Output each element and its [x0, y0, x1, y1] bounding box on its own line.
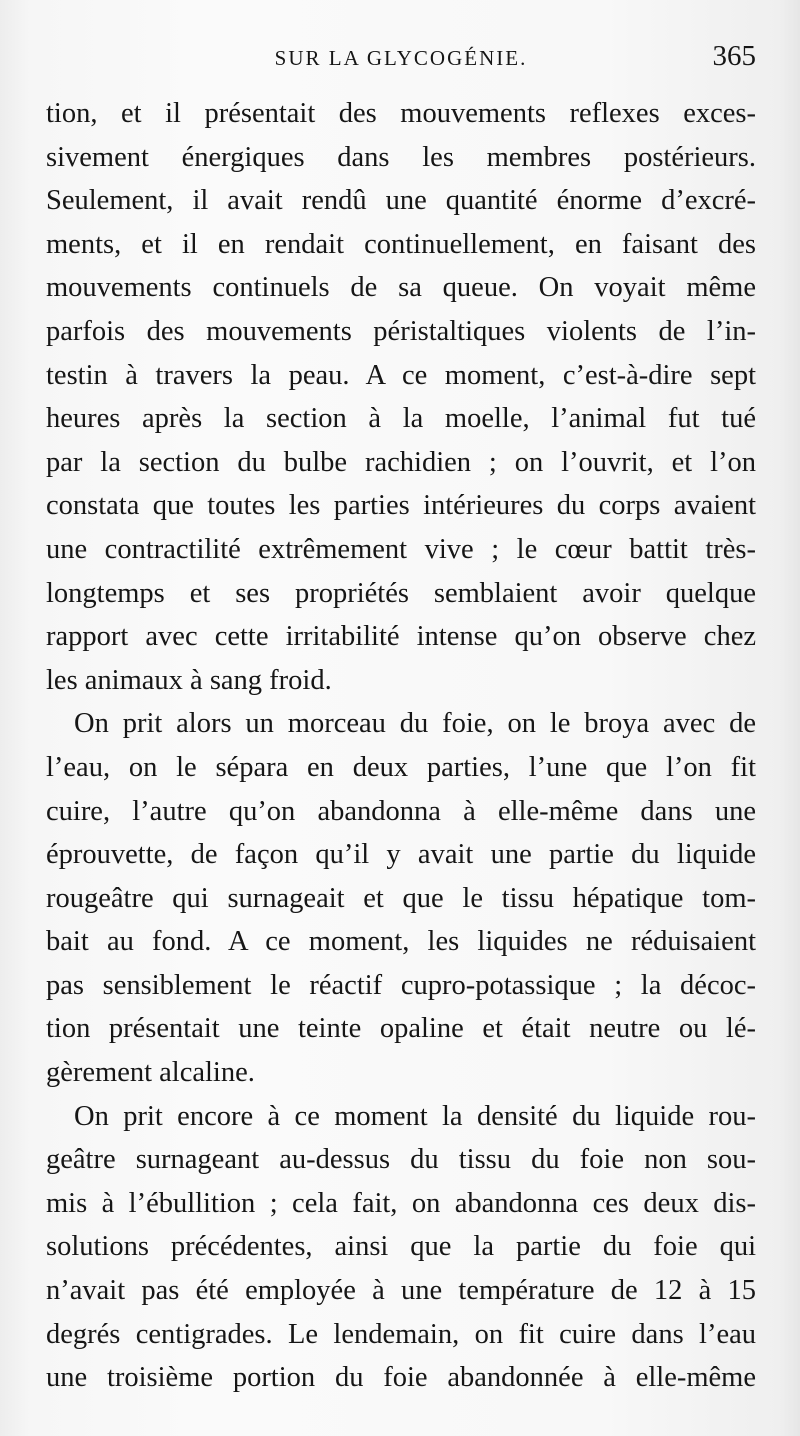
text-line: ments, et il en rendait continuellement, en faisant des: [46, 228, 756, 260]
body-text: [46, 92, 756, 1400]
page-header: [46, 40, 756, 80]
text-line: tion, et il présentait des mouvements reflexes exces-: [46, 98, 756, 129]
text-line: longtemps et ses propriétés semblaient avoir quelque: [46, 577, 756, 609]
text-line: éprouvette, de façon qu’il y avait une partie du liquide: [46, 839, 756, 871]
text-line: geâtre surnageant au-dessus du tissu du foie non sou-: [46, 1144, 756, 1176]
text-line: bait au fond. A ce moment, les liquides ne réduisaient: [46, 926, 756, 958]
running-title: SUR LA GLYCOGÉNIE.: [274, 46, 528, 70]
text-line: les animaux à sang froid.: [46, 664, 332, 696]
text-line: sivement énergiques dans les membres postérieurs.: [46, 141, 756, 173]
text-line: testin à travers la peau. A ce moment, c’est-à-dire sept: [46, 359, 756, 391]
text-line: constata que toutes les parties intérieures du corps avaient: [46, 490, 756, 522]
text-line: rapport avec cette irritabilité intense qu’on observe chez: [46, 621, 756, 653]
text-line: rougeâtre qui surnageait et que le tissu hépatique tom-: [46, 882, 756, 914]
text-line: cuire, l’autre qu’on abandonna à elle-même dans une: [46, 795, 756, 827]
text-line: gèrement alcaline.: [46, 1057, 255, 1089]
paragraph-2: [46, 702, 756, 1094]
text-line: On prit encore à ce moment la densité du liquide rou-: [74, 1100, 756, 1132]
text-line: parfois des mouvements péristaltiques violents de l’in-: [46, 315, 756, 347]
text-line: Seulement, il avait rendû une quantité énorme d’excré-: [46, 185, 756, 217]
text-line: une troisième portion du foie abandonnée à elle-même: [46, 1362, 756, 1394]
text-line: une contractilité extrêmement vive ; le cœur battit très-: [46, 533, 756, 565]
text-line: n’avait pas été employée à une température de 12 à 15: [46, 1275, 756, 1307]
paragraph-1: [46, 92, 756, 702]
text-line: solutions précédentes, ainsi que la partie du foie qui: [46, 1231, 756, 1263]
text-line: mis à l’ébullition ; cela fait, on abandonna ces deux dis-: [46, 1187, 756, 1219]
text-line: l’eau, on le sépara en deux parties, l’une que l’on fit: [46, 751, 756, 783]
text-line: tion présentait une teinte opaline et était neutre ou lé-: [46, 1013, 756, 1045]
text-line: pas sensiblement le réactif cupro-potassique ; la décoc-: [46, 969, 756, 1001]
text-line: heures après la section à la moelle, l’animal fut tué: [46, 403, 756, 435]
text-line: degrés centigrades. Le lendemain, on fit cuire dans l’eau: [46, 1318, 756, 1350]
text-line: par la section du bulbe rachidien ; on l’ouvrit, et l’on: [46, 446, 756, 478]
page-number: 365: [712, 40, 756, 72]
text-line: mouvements continuels de sa queue. On voyait même: [46, 272, 756, 304]
text-line: On prit alors un morceau du foie, on le broya avec de: [74, 708, 756, 740]
paragraph-3: [46, 1095, 756, 1400]
